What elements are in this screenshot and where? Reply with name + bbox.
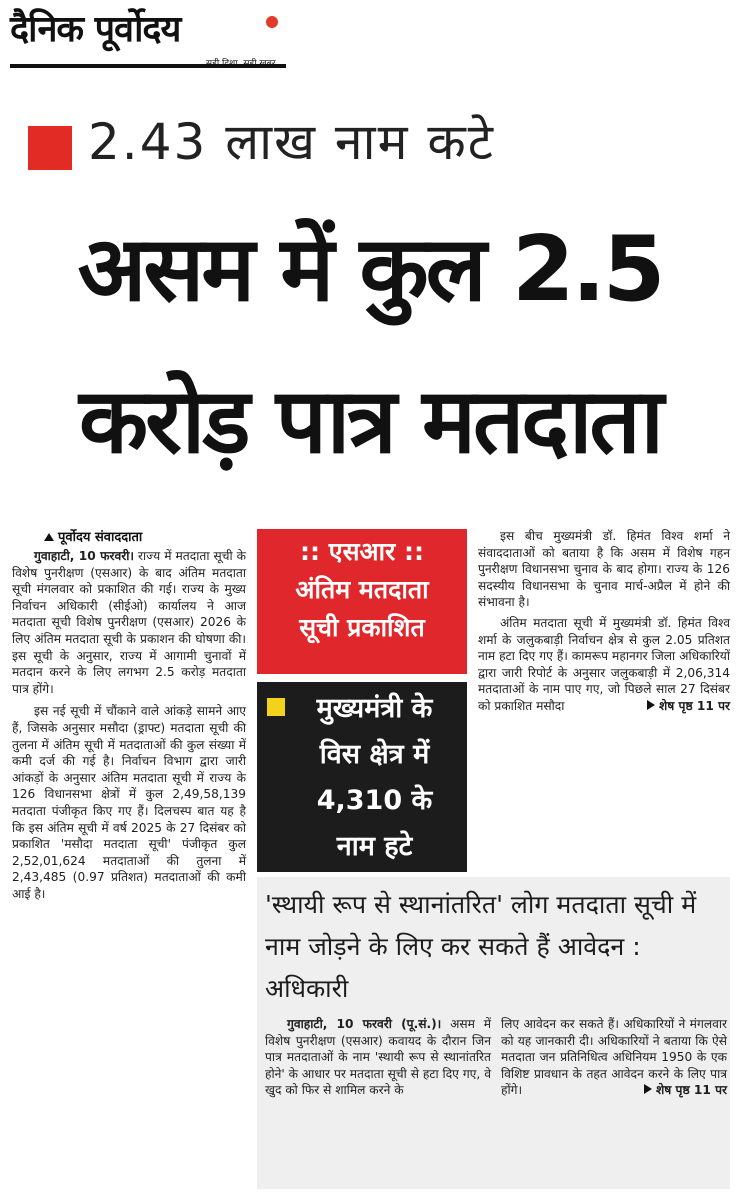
right-story-paragraph-1: इस बीच मुख्यमंत्री डॉ. हिमंत विश्व शर्मा ने संवाददाताओं को बताया है कि असम में विशेष गहन पुनरीक्षण विधानसभा चुनाव के बाद होगा। राज्य के 126 सदस्यीय विधानसभा के चुनाव मार्च-अप्रैल में होने की संभावना है। xyxy=(478,529,730,610)
sub-story-col1-text: असम में विशेष पुनरीक्षण (एसआर) कवायद के दौरान जिन पात्र मतदाताओं के नाम 'स्थायी रूप से स्थानांतरित होने' के आधार पर मतदाता सूची से हटा दिए गए, वे खुद को फिर से शामिल करने के xyxy=(265,1017,491,1098)
kicker xyxy=(28,112,728,172)
main-story-column xyxy=(12,548,246,902)
masthead xyxy=(10,8,300,74)
right-story-paragraph-2 xyxy=(478,615,730,715)
red-box-line-2: अंतिम मतदाता xyxy=(295,575,429,604)
masthead-title: दैनिक पूर्वोदय xyxy=(10,9,181,50)
sub-story-continued[interactable] xyxy=(644,1082,727,1099)
headline-line-1: असम में कुल 2.5 xyxy=(77,217,663,322)
black-box-line-1: मुख्यमंत्री के xyxy=(316,693,433,724)
right-story-continued-label: शेष पृष्ठ 11 पर xyxy=(658,698,730,713)
main-story-paragraph-2: इस नई सूची में चौंकाने वाले आंकड़े सामने आए हैं, जिसके अनुसार मसौदा (ड्राफ्ट) मतदाता सूची की तुलना में अंतिम सूची में मतदाताओं की कुल संख्या में कमी दर्ज की गई है। निर्वाचन विभाग द्वारा जारी आंकड़ों के अनुसार अंतिम मतदाता सूची में राज्य के 126 विधानसभा क्षेत्रों में कुल 2,49,58,139 मतदाता पंजीकृत किए गए हैं। दिलचस्प बात यह है कि इस अंतिम सूची में वर्ष 2025 के 27 दिसंबर को प्रकाशित 'मसौदा मतदाता सूची' पंजीकृत कुल 2,52,01,624 मतदाताओं की तुलना में 2,43,485 (0.97 प्रतिशत) मतदाताओं की कमी आई है। xyxy=(12,704,246,901)
sub-story-column-1 xyxy=(265,1016,491,1099)
masthead-tagline: सही दिशा, सही खबर xyxy=(206,59,276,69)
headline-line-2: करोड़ पात्र मतदाता xyxy=(79,369,661,474)
black-box-line-4: नाम हटे xyxy=(336,831,413,862)
kicker-square-icon xyxy=(28,126,72,170)
red-highlight-box xyxy=(257,529,467,674)
right-story-column xyxy=(478,528,730,715)
black-highlight-box xyxy=(257,682,467,872)
sub-story-col2-text: लिए आवेदन कर सकते हैं। अधिकारियों ने मंगलवार को यह जानकारी दी। अधिकारियों ने बताया कि ऐसे मतदाता जन प्रतिनिधित्व अधिनियम 1950 के एक विशिष्ट प्रावधान के तहत आवेदन करने के लिए पात्र होंगे। xyxy=(501,1017,727,1098)
byline-triangle-icon xyxy=(44,533,54,541)
sub-story-column-2 xyxy=(501,1016,727,1099)
main-story-paragraph-1 xyxy=(12,548,246,697)
byline xyxy=(44,527,142,545)
right-story-p2-text: अंतिम मतदाता सूची में मुख्यमंत्री डॉ. हिमंत विश्व शर्मा के जलुकबाड़ी निर्वाचन क्षेत्र से कुल 2.05 प्रतिशत नाम हटा दिए गए हैं। कामरूप महानगर जिला अधिकारियों द्वारा जारी रिपोर्ट के अनुसार जलुकबाड़ी में 2,06,314 मतदाताओं के नाम पाए गए, जो पिछले साल 27 दिसंबर को प्रकाशित मसौदा xyxy=(478,615,730,713)
sub-story-paragraph-2 xyxy=(501,1016,727,1099)
sub-story-headline: 'स्थायी रूप से स्थानांतरित' लोग मतदाता सूची में नाम जोड़ने के लिए कर सकते हैं आवेदन : अधिकारी xyxy=(265,890,697,1003)
main-story-p1-text: राज्य में मतदाता सूची के विशेष पुनरीक्षण (एसआर) के बाद अंतिम मतदाता सूची मंगलवार को प्रकाशित की गई। राज्य के मुख्य निर्वाचन अधिकारी (सीईओ) कार्यालय ने आज मतदाता सूची विशेष पुनरीक्षण (एसआर) 2026 के लिए अंतिम मतदाता सूची के प्रकाशन की घोषणा की। इस सूची के अनुसार, राज्य में आगामी चुनावों में मतदान करने के लिए लगभग 2.5 करोड़ मतदाता पात्र होंगे। xyxy=(12,549,246,696)
sub-story-paragraph-1 xyxy=(265,1016,491,1099)
black-box-line-3: 4,310 के xyxy=(316,785,433,816)
masthead-dot-icon xyxy=(266,16,278,28)
kicker-text: 2.43 लाख नाम कटे xyxy=(88,113,495,171)
right-story-continued[interactable] xyxy=(625,698,730,715)
continue-arrow-icon xyxy=(644,1084,652,1094)
yellow-square-icon xyxy=(267,698,285,716)
red-box-line-3: सूची प्रकाशित xyxy=(299,613,425,642)
main-story-dateline: गुवाहाटी, 10 फरवरी। xyxy=(34,549,134,563)
red-box-line-1: :: एसआर :: xyxy=(300,537,424,566)
sub-story-continued-label: शेष पृष्ठ 11 पर xyxy=(655,1083,727,1098)
black-box-line-2: विस क्षेत्र में xyxy=(319,739,430,770)
sub-story-dateline: गुवाहाटी, 10 फरवरी (पू.सं.)। xyxy=(287,1017,442,1031)
continue-arrow-icon xyxy=(647,700,655,710)
black-box-lines xyxy=(287,686,462,870)
byline-text: पूर्वोदय संवाददाता xyxy=(58,530,143,545)
